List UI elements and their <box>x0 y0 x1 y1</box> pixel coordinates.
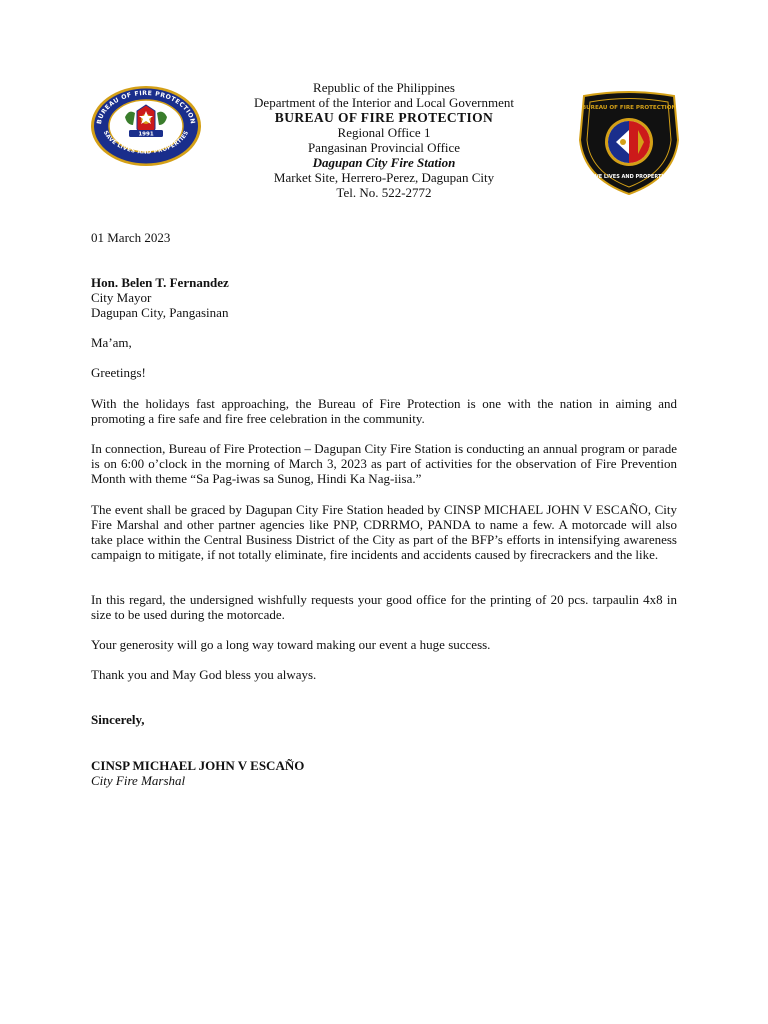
seal-banner-text: 1991 <box>138 131 154 138</box>
badge-bottom-text: SAVE LIVES AND PROPERTIES <box>587 174 671 180</box>
bfp-badge-icon <box>574 90 684 196</box>
badge-top-text: BUREAU OF FIRE PROTECTION <box>581 105 677 111</box>
addressee-address: Dagupan City, Pangasinan <box>91 305 229 320</box>
signatory-title: City Fire Marshal <box>91 773 186 788</box>
address-line: Market Site, Herrero-Perez, Dagupan City <box>273 170 495 185</box>
addressee-title: City Mayor <box>91 290 152 305</box>
provincial-office-line: Pangasinan Provincial Office <box>307 140 461 155</box>
signatory-name: CINSP MICHAEL JOHN V ESCAÑO <box>91 758 305 773</box>
signature-block <box>91 758 677 788</box>
seal-bottom-text: SAVE LIVES AND PROPERTIES <box>101 130 191 156</box>
letter-date: 01 March 2023 <box>91 230 171 245</box>
closing: Sincerely, <box>91 712 145 727</box>
station-line: Dagupan City Fire Station <box>312 155 456 170</box>
bureau-line: BUREAU OF FIRE PROTECTION <box>274 110 494 125</box>
addressee-block <box>91 275 677 320</box>
regional-office-line: Regional Office 1 <box>337 125 431 140</box>
country-line: Republic of the Philippines <box>313 80 455 95</box>
paragraph-intro: With the holidays fast approaching, the Bureau of Fire Protection is one with the nation in aiming and promoting a fire safe and fire free celebration in the community. <box>91 396 677 426</box>
paragraph-event: The event shall be graced by Dagupan City Fire Station headed by CINSP MICHAEL JOHN V ESCAÑO, City Fire Marshal and other partner agencies like PNP, CDRRMO, PANDA to name a few. A motorcade will also take place within the Central Business District of the City as part of the BFP’s efforts in intensifying awareness campaign to mitigate, if not totally eliminate, fire incidents and accidents caused by firecrackers and the like. <box>91 502 677 562</box>
paragraph-generosity: Your generosity will go a long way toward making our event a huge success. <box>91 637 491 652</box>
seal-top-text: BUREAU OF FIRE PROTECTION <box>95 89 197 125</box>
letterhead <box>214 80 554 200</box>
greeting: Greetings! <box>91 365 146 380</box>
salutation: Ma’am, <box>91 335 132 350</box>
addressee-name: Hon. Belen T. Fernandez <box>91 275 229 290</box>
paragraph-request: In this regard, the undersigned wishfully requests your good office for the printing of 20 pcs. tarpaulin 4x8 in size to be used during the motorcade. <box>91 592 677 622</box>
bfp-seal-icon <box>89 85 203 167</box>
paragraph-program: In connection, Bureau of Fire Protection – Dagupan City Fire Station is conducting an annual program or parade is on 6:00 o’clock in the morning of March 3, 2023 as part of activities for the observation of Fire Prevention Month with theme “Sa Pag-iwas sa Sunog, Hindi Ka Nag-iisa.” <box>91 441 677 486</box>
department-line: Department of the Interior and Local Government <box>254 95 514 110</box>
paragraph-thanks: Thank you and May God bless you always. <box>91 667 317 682</box>
telephone-line: Tel. No. 522-2772 <box>336 185 432 200</box>
